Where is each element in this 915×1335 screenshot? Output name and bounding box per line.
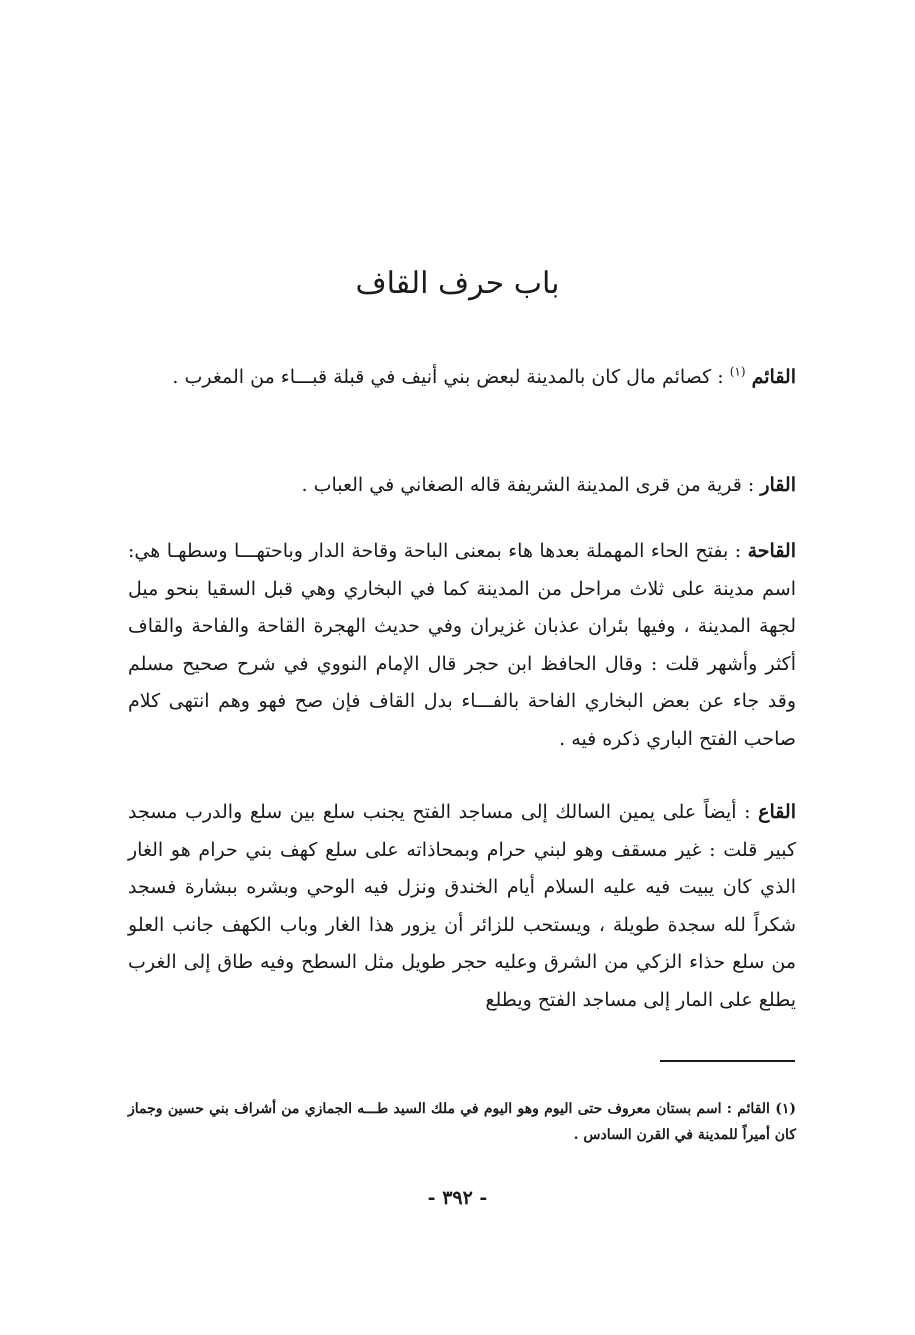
- entry-headword: القار: [760, 474, 796, 496]
- entry-headword: القاحة: [747, 540, 796, 562]
- footnote-reference: (١): [729, 364, 746, 379]
- entry-text: : قرية من قرى المدينة الشريفة قاله الصغاني في العباب .: [301, 474, 755, 496]
- entry-headword: القاع: [758, 801, 796, 823]
- entry-al-qar: [128, 467, 796, 505]
- entry-headword: القائم: [751, 366, 796, 388]
- footnote-divider: [660, 1060, 795, 1062]
- chapter-title: باب حرف القاف: [355, 266, 560, 301]
- entry-text: : بفتح الحاء المهملة بعدها هاء بمعنى الباحة وقاحة الدار وباحتهـــا وسطهـا هي: اسم مدينة على ثلاث مراحل من المدينة كما في البخاري وهي قبل السقيا بنحو ميل لجهة المدينة ، وفيها بئران عذبان غزيران وفي حديث الهجرة القاحة والفاحة والقاف أكثر وأشهر قلت : وقال الحافظ ابن حجر قال الإمام النووي في شرح صحيح مسلم وقد جاء عن بعض البخاري الفاحة بالفـــاء بدل القاف فإن صح فهو وهم انتهى كلام صاحب الفتح الباري ذكره فيه .: [128, 540, 797, 750]
- entry-al-qaa: [128, 794, 796, 1019]
- page-number: - ٣٩٢ -: [427, 1187, 488, 1209]
- entry-text: : كصائم مال كان بالمدينة لبعض بني أنيف في قبلة قبـــاء من المغرب .: [172, 366, 724, 388]
- entry-al-qaha: [128, 533, 796, 758]
- footnote: (١) القائم : اسم بستان معروف حتى اليوم وهو اليوم في ملك السيد طـــه الجمازي من أشراف بني حسين وجماز كان أميراً للمدينة في القرن السادس .: [128, 1101, 796, 1143]
- entry-al-qaim: [128, 359, 796, 397]
- entry-text: : أيضاً على يمين السالك إلى مساجد الفتح يجنب سلع بين سلع والدرب مسجد كبير قلت : غير مسقف وهو لبني حرام وبمحاذاته على سلع كهف بني حرام هو الغار الذي كان يبيت فيه عليه السلام أيام الخندق ونزل فيه الوحي وبشره ببشارة فسجد شكراً لله سجدة طويلة ، ويستحب للزائر أن يزور هذا الغار وباب الكهف جانب العلو من سلع حذاء الزكي من الشرق وعليه حجر طويل مثل السطح وفيه طاق إلى الغرب يطلع على المار إلى مساجد الفتح ويطلع: [128, 801, 796, 1011]
